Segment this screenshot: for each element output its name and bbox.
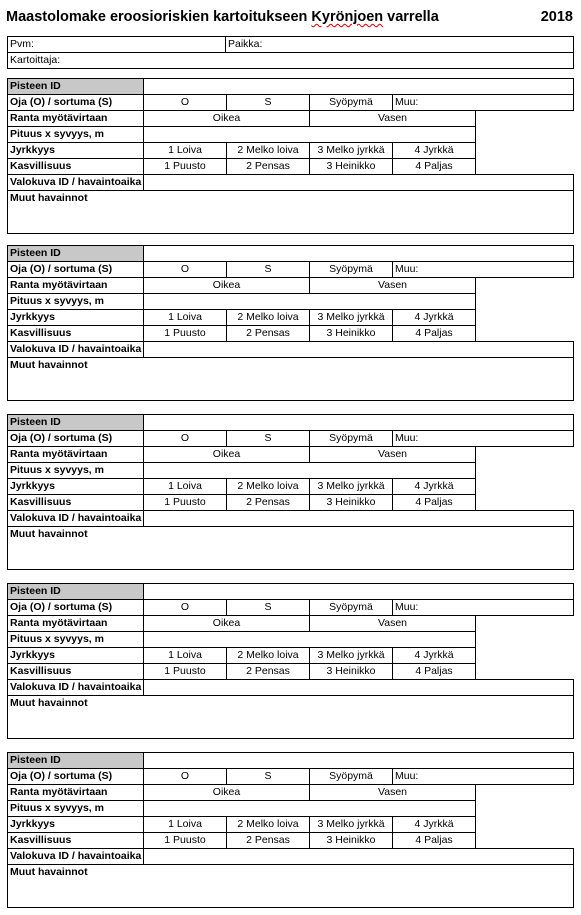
slope-label: Jyrkkyys — [8, 648, 144, 664]
vegetation-label: Kasvillisuus — [8, 664, 144, 680]
point-id-label: Pisteen ID — [8, 415, 144, 431]
option-o[interactable]: O — [144, 95, 227, 111]
size-field[interactable] — [144, 632, 476, 648]
empty-cell — [476, 111, 574, 127]
date-field[interactable]: Pvm: — [8, 37, 226, 53]
point-id-field[interactable] — [144, 584, 574, 600]
notes-field[interactable]: Muut havainnot — [8, 865, 574, 908]
veg-option-1[interactable]: 1 Puusto — [144, 664, 227, 680]
bank-right[interactable]: Oikea — [144, 447, 310, 463]
bank-left[interactable]: Vasen — [310, 447, 476, 463]
slope-option-4[interactable]: 4 Jyrkkä — [393, 143, 476, 159]
option-s[interactable]: S — [227, 600, 310, 616]
empty-cell — [476, 159, 574, 175]
slope-option-1[interactable]: 1 Loiva — [144, 479, 227, 495]
size-label: Pituus x syvyys, m — [8, 127, 144, 143]
option-s[interactable]: S — [227, 95, 310, 111]
ditch-label: Oja (O) / sortuma (S) — [8, 262, 144, 278]
option-muu[interactable]: Muu: — [393, 769, 574, 785]
size-label: Pituus x syvyys, m — [8, 632, 144, 648]
slope-option-2[interactable]: 2 Melko loiva — [227, 817, 310, 833]
slope-option-2[interactable]: 2 Melko loiva — [227, 479, 310, 495]
slope-option-3[interactable]: 3 Melko jyrkkä — [310, 310, 393, 326]
title-text: Maastolomake eroosioriskien kartoitukseen — [6, 9, 312, 25]
photo-field[interactable] — [144, 175, 574, 191]
veg-option-4[interactable]: 4 Paljas — [393, 326, 476, 342]
point-block-1 — [7, 78, 574, 234]
bank-right[interactable]: Oikea — [144, 111, 310, 127]
point-id-label: Pisteen ID — [8, 584, 144, 600]
vegetation-label: Kasvillisuus — [8, 833, 144, 849]
bank-left[interactable]: Vasen — [310, 278, 476, 294]
option-syopyma[interactable]: Syöpymä — [310, 95, 393, 111]
veg-option-4[interactable]: 4 Paljas — [393, 495, 476, 511]
photo-label: Valokuva ID / havaintoaika — [8, 175, 144, 191]
veg-option-4[interactable]: 4 Paljas — [393, 664, 476, 680]
form-title — [6, 9, 439, 25]
empty-cell — [476, 310, 574, 326]
photo-field[interactable] — [144, 511, 574, 527]
veg-option-1[interactable]: 1 Puusto — [144, 833, 227, 849]
empty-cell — [476, 833, 574, 849]
bank-label: Ranta myötävirtaan — [8, 111, 144, 127]
slope-option-1[interactable]: 1 Loiva — [144, 648, 227, 664]
slope-option-1[interactable]: 1 Loiva — [144, 143, 227, 159]
empty-cell — [476, 463, 574, 479]
point-block-3 — [7, 414, 574, 570]
notes-field[interactable]: Muut havainnot — [8, 527, 574, 570]
bank-right[interactable]: Oikea — [144, 785, 310, 801]
point-id-field[interactable] — [144, 246, 574, 262]
slope-option-2[interactable]: 2 Melko loiva — [227, 143, 310, 159]
slope-option-2[interactable]: 2 Melko loiva — [227, 310, 310, 326]
option-s[interactable]: S — [227, 769, 310, 785]
option-o[interactable]: O — [144, 431, 227, 447]
notes-field[interactable]: Muut havainnot — [8, 358, 574, 401]
option-syopyma[interactable]: Syöpymä — [310, 600, 393, 616]
veg-option-3[interactable]: 3 Heinikko — [310, 664, 393, 680]
vegetation-label: Kasvillisuus — [8, 159, 144, 175]
bank-left[interactable]: Vasen — [310, 111, 476, 127]
slope-label: Jyrkkyys — [8, 310, 144, 326]
mapper-field[interactable]: Kartoittaja: — [8, 53, 574, 69]
veg-option-2[interactable]: 2 Pensas — [227, 326, 310, 342]
vegetation-label: Kasvillisuus — [8, 326, 144, 342]
point-id-label: Pisteen ID — [8, 753, 144, 769]
size-field[interactable] — [144, 463, 476, 479]
photo-label: Valokuva ID / havaintoaika — [8, 849, 144, 865]
size-field[interactable] — [144, 294, 476, 310]
option-muu[interactable]: Muu: — [393, 262, 574, 278]
veg-option-4[interactable]: 4 Paljas — [393, 159, 476, 175]
photo-field[interactable] — [144, 849, 574, 865]
veg-option-3[interactable]: 3 Heinikko — [310, 159, 393, 175]
slope-option-3[interactable]: 3 Melko jyrkkä — [310, 143, 393, 159]
veg-option-2[interactable]: 2 Pensas — [227, 664, 310, 680]
empty-cell — [476, 648, 574, 664]
point-id-label: Pisteen ID — [8, 246, 144, 262]
empty-cell — [476, 632, 574, 648]
bank-label: Ranta myötävirtaan — [8, 447, 144, 463]
photo-field[interactable] — [144, 342, 574, 358]
size-label: Pituus x syvyys, m — [8, 463, 144, 479]
title-river-name: Kyrönjoen — [311, 9, 384, 25]
empty-cell — [476, 143, 574, 159]
place-field[interactable]: Paikka: — [226, 37, 574, 53]
veg-option-3[interactable]: 3 Heinikko — [310, 833, 393, 849]
bank-label: Ranta myötävirtaan — [8, 278, 144, 294]
slope-option-1[interactable]: 1 Loiva — [144, 310, 227, 326]
option-syopyma[interactable]: Syöpymä — [310, 431, 393, 447]
photo-field[interactable] — [144, 680, 574, 696]
bank-label: Ranta myötävirtaan — [8, 616, 144, 632]
veg-option-1[interactable]: 1 Puusto — [144, 326, 227, 342]
veg-option-1[interactable]: 1 Puusto — [144, 159, 227, 175]
empty-cell — [476, 326, 574, 342]
option-s[interactable]: S — [227, 431, 310, 447]
slope-label: Jyrkkyys — [8, 143, 144, 159]
empty-cell — [476, 479, 574, 495]
option-muu[interactable]: Muu: — [393, 600, 574, 616]
empty-cell — [476, 664, 574, 680]
size-field[interactable] — [144, 801, 476, 817]
ditch-label: Oja (O) / sortuma (S) — [8, 95, 144, 111]
photo-label: Valokuva ID / havaintoaika — [8, 342, 144, 358]
slope-option-3[interactable]: 3 Melko jyrkkä — [310, 648, 393, 664]
size-label: Pituus x syvyys, m — [8, 294, 144, 310]
point-id-field[interactable] — [144, 753, 574, 769]
point-block-4 — [7, 583, 574, 739]
slope-option-3[interactable]: 3 Melko jyrkkä — [310, 817, 393, 833]
ditch-label: Oja (O) / sortuma (S) — [8, 769, 144, 785]
empty-cell — [476, 447, 574, 463]
slope-option-1[interactable]: 1 Loiva — [144, 817, 227, 833]
veg-option-2[interactable]: 2 Pensas — [227, 159, 310, 175]
veg-option-2[interactable]: 2 Pensas — [227, 495, 310, 511]
slope-option-4[interactable]: 4 Jyrkkä — [393, 479, 476, 495]
option-syopyma[interactable]: Syöpymä — [310, 769, 393, 785]
empty-cell — [476, 616, 574, 632]
veg-option-4[interactable]: 4 Paljas — [393, 833, 476, 849]
empty-cell — [476, 817, 574, 833]
bank-left[interactable]: Vasen — [310, 785, 476, 801]
bank-right[interactable]: Oikea — [144, 278, 310, 294]
veg-option-3[interactable]: 3 Heinikko — [310, 326, 393, 342]
ditch-label: Oja (O) / sortuma (S) — [8, 431, 144, 447]
bank-right[interactable]: Oikea — [144, 616, 310, 632]
size-label: Pituus x syvyys, m — [8, 801, 144, 817]
slope-label: Jyrkkyys — [8, 817, 144, 833]
empty-cell — [476, 278, 574, 294]
point-block-5 — [7, 752, 574, 908]
option-o[interactable]: O — [144, 769, 227, 785]
size-field[interactable] — [144, 127, 476, 143]
empty-cell — [476, 294, 574, 310]
slope-option-3[interactable]: 3 Melko jyrkkä — [310, 479, 393, 495]
notes-field[interactable]: Muut havainnot — [8, 191, 574, 234]
empty-cell — [476, 495, 574, 511]
empty-cell — [476, 127, 574, 143]
slope-option-4[interactable]: 4 Jyrkkä — [393, 817, 476, 833]
option-muu[interactable]: Muu: — [393, 95, 574, 111]
notes-field[interactable]: Muut havainnot — [8, 696, 574, 739]
slope-option-2[interactable]: 2 Melko loiva — [227, 648, 310, 664]
empty-cell — [476, 785, 574, 801]
option-syopyma[interactable]: Syöpymä — [310, 262, 393, 278]
veg-option-2[interactable]: 2 Pensas — [227, 833, 310, 849]
slope-option-4[interactable]: 4 Jyrkkä — [393, 648, 476, 664]
point-block-2 — [7, 245, 574, 401]
slope-option-4[interactable]: 4 Jyrkkä — [393, 310, 476, 326]
photo-label: Valokuva ID / havaintoaika — [8, 511, 144, 527]
vegetation-label: Kasvillisuus — [8, 495, 144, 511]
point-id-field[interactable] — [144, 79, 574, 95]
form-year: 2018 — [540, 9, 573, 25]
veg-option-3[interactable]: 3 Heinikko — [310, 495, 393, 511]
slope-label: Jyrkkyys — [8, 479, 144, 495]
empty-cell — [476, 801, 574, 817]
option-s[interactable]: S — [227, 262, 310, 278]
info-table — [7, 36, 574, 69]
bank-left[interactable]: Vasen — [310, 616, 476, 632]
title-suffix: varrella — [383, 9, 439, 25]
photo-label: Valokuva ID / havaintoaika — [8, 680, 144, 696]
point-id-field[interactable] — [144, 415, 574, 431]
option-o[interactable]: O — [144, 600, 227, 616]
bank-label: Ranta myötävirtaan — [8, 785, 144, 801]
ditch-label: Oja (O) / sortuma (S) — [8, 600, 144, 616]
option-o[interactable]: O — [144, 262, 227, 278]
veg-option-1[interactable]: 1 Puusto — [144, 495, 227, 511]
option-muu[interactable]: Muu: — [393, 431, 574, 447]
point-id-label: Pisteen ID — [8, 79, 144, 95]
